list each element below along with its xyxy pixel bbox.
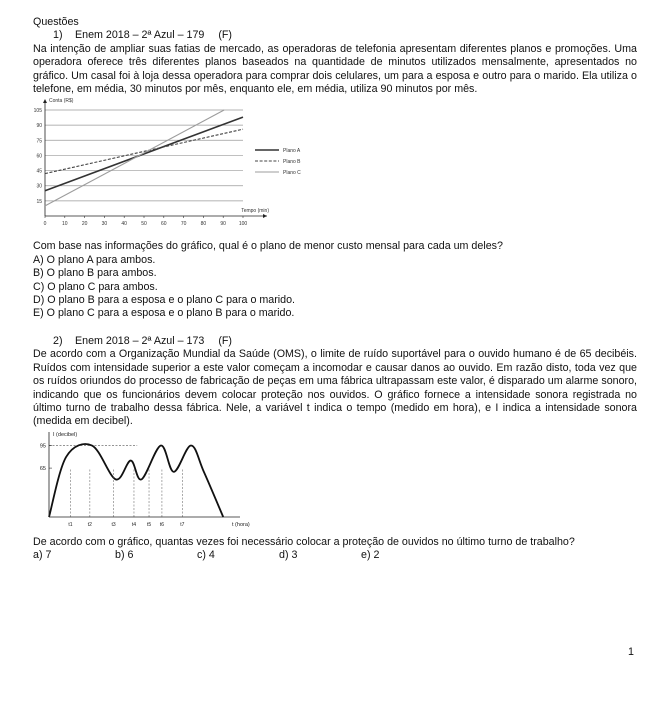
chart1-y-arrow (43, 99, 47, 103)
chart1-series-line-0 (45, 118, 243, 192)
q1-title (53, 29, 637, 42)
question-page (33, 16, 637, 563)
noise-intensity-chart (33, 430, 273, 536)
q1-text: Na intenção de ampliar suas fatias de mercado, as operadoras de telefonia apresentam diferentes planos e promoções. Uma operadora oferece três diferentes planos baseados na quantidade de minutos utilizados mensalmente, apresentados no gráfico. Um casal foi à loja dessa operadora para comprar dois celulares, um para a esposa e outro para o marido. Ela utiliza o telefone, em média, 30 minutos por mês, enquanto ele, em média, utiliza 90 minutos por mês. (33, 42, 637, 96)
chart1-xtick-3: 30 (101, 221, 108, 228)
chart1-ytick-3: 60 (36, 153, 42, 160)
chart2-ytick-95: 95 (39, 443, 46, 450)
chart1-xtick-5: 50 (141, 221, 147, 228)
chart1-xtick-9: 90 (220, 221, 226, 228)
chart2-xtick-1: t2 (87, 521, 92, 528)
q2-text: De acordo com a Organização Mundial da Saúde (OMS), o limite de ruído suportável para o ouvido humano é de 65 decibéis. Ruídos com intensidade superior a este valor começam a incomodar e causar danos ao ouvido. Em razão disto, toda vez que os ruídos oriundos do processo de fabricação de peças em uma fábrica ultrapassam este valor, é disparado um alarme sonoro, indicando que os funcionários devem colocar proteção nos ouvidos. O gráfico fornece a intensidade sonora registrada no último turno de trabalho dessa fábrica. Nele, a variável t indica o tempo (medido em hora), e I indica a intensidade sonora (medida em decibel). (33, 348, 637, 428)
q2-source: Enem 2018 – 2ª Azul – 173 (75, 334, 205, 347)
chart1-ytick-4: 75 (36, 138, 42, 145)
chart1-series-line-2 (45, 110, 224, 206)
chart1-ylabel: Conta (R$) (49, 98, 74, 105)
chart2-ytick-65: 65 (39, 465, 46, 472)
chart1-xtick-6: 60 (161, 221, 167, 228)
q1-option-b[interactable]: B) O plano B para ambos. (33, 267, 157, 280)
q2-option-d[interactable]: d) 3 (279, 549, 298, 562)
chart2-xtick-5: t6 (159, 521, 165, 528)
page-heading: Questões (33, 16, 79, 28)
chart1-legend-label-1: Plano B (283, 159, 301, 166)
chart2-xtick-6: t7 (180, 521, 185, 528)
chart1-x-arrow (263, 214, 267, 218)
q1-option-c[interactable]: C) O plano C para ambos. (33, 280, 158, 293)
q1-flag: (F) (218, 29, 232, 42)
chart2-xlabel: t (hora) (232, 521, 250, 528)
page-number: 1 (628, 646, 634, 658)
chart1-xtick-2: 20 (81, 221, 88, 228)
chart1-ytick-2: 45 (36, 169, 42, 176)
chart1-xtick-0: 0 (43, 221, 47, 228)
chart1-ytick-0: 15 (36, 199, 42, 206)
q2-options (33, 549, 637, 562)
q1-option-a[interactable]: A) O plano A para ambos. (33, 253, 156, 266)
q2-option-c[interactable]: c) 4 (197, 549, 215, 562)
q1-source: Enem 2018 – 2ª Azul – 179 (75, 29, 205, 42)
chart2-xtick-4: t5 (146, 521, 152, 528)
chart2-intensity-curve (49, 444, 223, 517)
chart1-legend-label-0: Plano A (283, 148, 301, 155)
q2-option-a[interactable]: a) 7 (33, 549, 52, 562)
q2-title (53, 335, 637, 348)
q2-flag: (F) (218, 334, 232, 347)
phone-plans-chart (33, 96, 323, 240)
chart1-xlabel: Tempo (min) (241, 208, 269, 215)
q1-question: Com base nas informações do gráfico, qual é o plano de menor custo mensal para cada um deles? (33, 240, 503, 253)
chart1-series-line-1 (45, 130, 243, 174)
chart1-xtick-8: 80 (200, 221, 207, 228)
q2-option-b[interactable]: b) 6 (115, 549, 134, 562)
chart2-ylabel: I (decibel) (53, 431, 78, 438)
q1-option-d[interactable]: D) O plano B para a esposa e o plano C para o marido. (33, 294, 295, 307)
chart1-xtick-7: 70 (180, 221, 187, 228)
chart1-legend-label-2: Plano C (283, 170, 301, 177)
q2-number: 2) (53, 334, 63, 347)
q1-option-e[interactable]: E) O plano C para a esposa e o plano B para o marido. (33, 307, 295, 320)
chart2-xtick-3: t4 (131, 521, 137, 528)
q2-option-e[interactable]: e) 2 (361, 549, 380, 562)
chart1-ytick-5: 90 (36, 123, 42, 130)
q2-question: De acordo com o gráfico, quantas vezes foi necessário colocar a proteção de ouvidos no último turno de trabalho? (33, 535, 575, 548)
chart1-ytick-1: 30 (36, 184, 42, 191)
chart2-xtick-2: t3 (111, 521, 116, 528)
chart1-xtick-10: 100 (238, 221, 248, 228)
chart1-xtick-1: 10 (62, 221, 68, 228)
chart2-xtick-0: t1 (68, 521, 73, 528)
chart1-ytick-6: 105 (33, 108, 42, 115)
chart1-xtick-4: 40 (121, 221, 127, 228)
q1-number: 1) (53, 29, 63, 42)
